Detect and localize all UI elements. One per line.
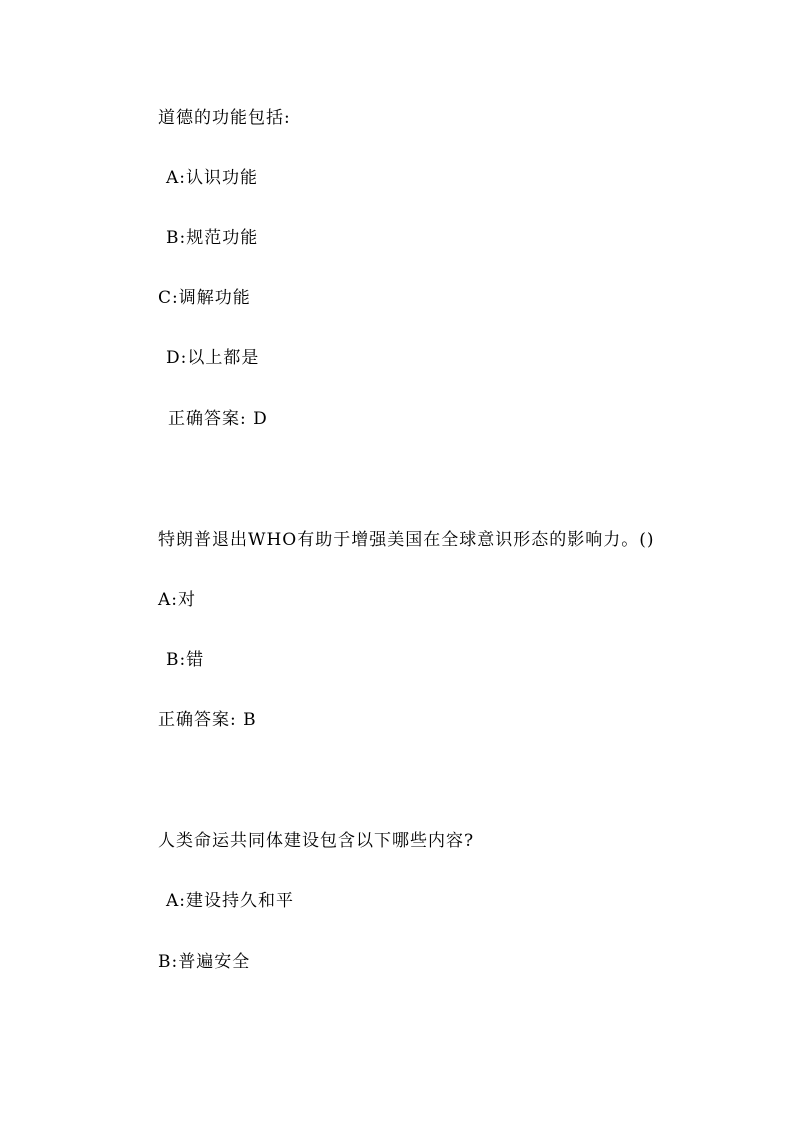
question-1-answer: 正确答案: D xyxy=(168,409,268,429)
question-3-option-b: B:普遍安全 xyxy=(158,952,251,972)
question-1-option-a: A:认识功能 xyxy=(166,168,259,188)
question-1-option-c: C:调解功能 xyxy=(158,288,251,308)
question-3-option-a: A:建设持久和平 xyxy=(166,891,295,911)
question-2-answer: 正确答案: B xyxy=(158,710,257,730)
question-1-option-d: D:以上都是 xyxy=(166,348,260,368)
question-2-option-a: A:对 xyxy=(158,590,197,610)
question-2-stem: 特朗普退出WHO有助于增强美国在全球意识形态的影响力。() xyxy=(158,530,655,550)
question-1-stem: 道德的功能包括: xyxy=(158,108,291,128)
question-1-option-b: B:规范功能 xyxy=(166,228,259,248)
question-3-stem: 人类命运共同体建设包含以下哪些内容? xyxy=(158,831,475,851)
question-2-option-b: B:错 xyxy=(166,650,205,670)
